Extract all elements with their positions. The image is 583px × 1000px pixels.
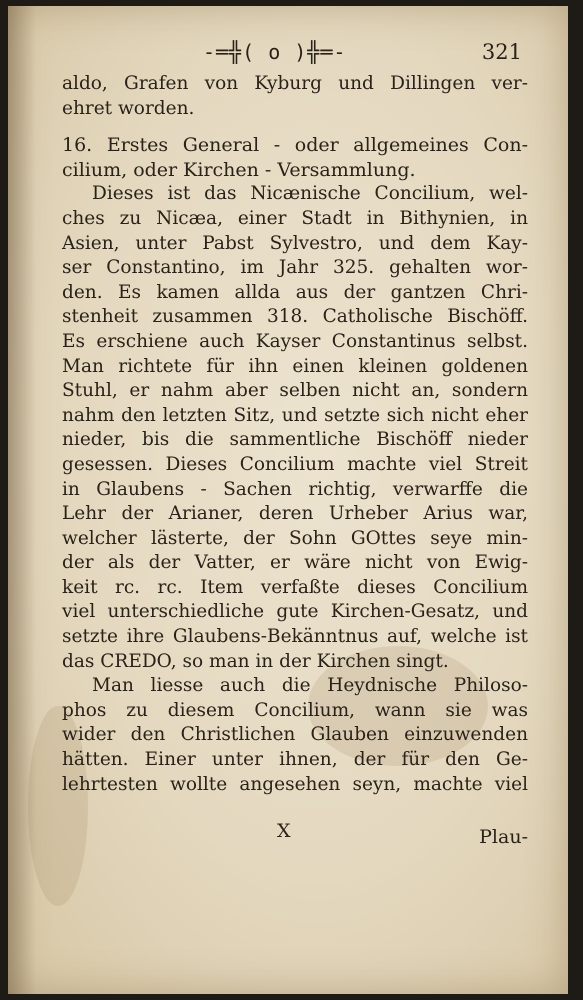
- text-line: Lehr der Arianer, deren Urheber Arius war,: [62, 503, 528, 525]
- page-number: 321: [481, 40, 522, 64]
- text-line: der als der Vatter, er wäre nicht von Ewig-: [62, 552, 528, 574]
- paragraph-gap: [62, 121, 528, 133]
- text-line: aldo, Grafen von Kyburg und Dillingen ver-: [62, 73, 528, 94]
- text-line: wider den Christlichen Glauben einzuwenden: [62, 724, 528, 746]
- text-line: das CREDO, so man in der Kirchen singt.: [62, 650, 449, 672]
- text-line: ehret worden.: [62, 97, 195, 119]
- text-line: Man liesse auch die Heydnische Philoso-: [92, 675, 528, 697]
- text-line: ser Constantino, im Jahr 325. gehalten wor-: [62, 257, 528, 279]
- text-line: Stuhl, er nahm aber selben nicht an, sondern: [62, 380, 528, 402]
- text-line: ches zu Nicæa, einer Stadt in Bithynien, in: [62, 207, 528, 229]
- text-line: nieder, bis die sammentliche Bischöff nieder: [62, 429, 528, 451]
- page-header: [58, 40, 528, 70]
- text-line: Es erschiene auch Kayser Constantinus selbst.: [62, 330, 528, 352]
- text-line: Asien, unter Pabst Sylvestro, und dem Kay-: [62, 232, 528, 254]
- header-ornament: -═╬( o )╬═-: [203, 40, 347, 64]
- text-line: gesessen. Dieses Concilium machte viel Streit: [62, 453, 528, 475]
- text-line: viel unterschiedliche gute Kirchen-Gesatz, und: [62, 601, 528, 623]
- signature-mark: X: [277, 820, 291, 842]
- text-line: keit rc. rc. Item verfaßte dieses Concilium: [62, 576, 528, 598]
- section-heading: 16. Erstes General - oder allgemeines Con-: [62, 134, 528, 157]
- text-line: Dieses ist das Nicænische Concilium, wel-: [92, 183, 528, 205]
- text-line: setzte ihre Glaubens-Bekänntnus auf, welche ist: [62, 626, 528, 648]
- catchword: Plau-: [479, 826, 528, 848]
- text-line: Man richtete für ihn einen kleinen goldenen: [62, 355, 528, 377]
- section-heading: cilium, oder Kirchen - Versammlung.: [62, 158, 416, 181]
- text-line: den. Es kamen allda aus der gantzen Chri-: [62, 281, 528, 303]
- body-text: [62, 72, 528, 797]
- text-line: hätten. Einer unter ihnen, der für den Ge-: [62, 749, 528, 771]
- book-page: [8, 6, 568, 994]
- text-line: nahm den letzten Sitz, und setzte sich nicht eher: [62, 404, 528, 426]
- text-line: welcher lästerte, der Sohn GOttes seye min-: [62, 527, 528, 549]
- page-footer: [62, 820, 528, 850]
- text-line: phos zu diesem Concilium, wann sie was: [62, 699, 528, 721]
- text-line: stenheit zusammen 318. Catholische Bischöff.: [62, 306, 528, 328]
- text-line: lehrtesten wollte angesehen seyn, machte viel: [62, 773, 528, 795]
- text-line: in Glaubens - Sachen richtig, verwarffe die: [62, 478, 528, 500]
